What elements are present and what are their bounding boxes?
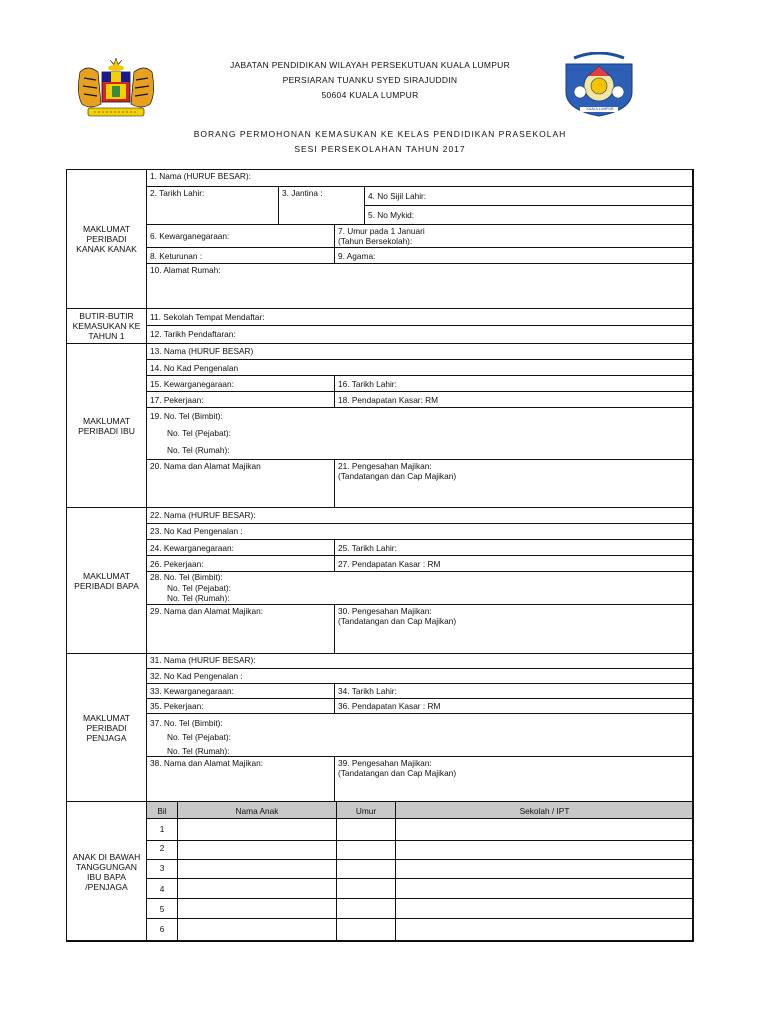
field-label: 34. Tarikh Lahir: xyxy=(338,686,397,696)
field-guardian-phone[interactable] xyxy=(146,713,693,756)
section-dependents xyxy=(66,801,147,941)
field-label: 19. No. Tel (Bimbit): xyxy=(150,411,223,421)
field-label: (Tahun Bersekolah): xyxy=(338,236,413,246)
section-guardian xyxy=(66,653,147,801)
form-title: BORANG PERMOHONAN KEMASUKAN KE KELAS PENDIDIKAN PRASEKOLAH xyxy=(193,129,567,139)
field-child-ethnicity[interactable] xyxy=(146,247,334,263)
field-label: 24. Kewarganegaraan: xyxy=(150,543,234,553)
field-mother-employer[interactable] xyxy=(146,459,334,507)
field-father-phone[interactable] xyxy=(146,571,693,604)
field-label: 36. Pendapatan Kasar : RM xyxy=(338,701,441,711)
section-enrolment-label: BUTIR-BUTIR KEMASUKAN KE TAHUN 1 xyxy=(72,311,141,341)
table-row xyxy=(146,898,177,918)
cell-sekolah[interactable] xyxy=(395,898,693,918)
section-child xyxy=(66,169,147,308)
row-number: 3 xyxy=(159,863,165,873)
field-label: 12. Tarikh Pendaftaran: xyxy=(150,329,236,339)
cell-umur[interactable] xyxy=(336,859,395,878)
col-header-nama-anak xyxy=(177,801,336,818)
field-label: No. Tel (Rumah): xyxy=(167,746,230,756)
field-child-birth-cert[interactable] xyxy=(364,186,693,205)
field-guardian-dob[interactable] xyxy=(334,683,693,698)
field-label: 16. Tarikh Lahir: xyxy=(338,379,397,389)
field-child-dob[interactable] xyxy=(146,186,278,224)
table-row xyxy=(146,878,177,898)
field-label: 4. No Sijil Lahir: xyxy=(368,191,427,201)
field-label: 8. Keturunan : xyxy=(150,251,203,261)
cell-umur[interactable] xyxy=(336,878,395,898)
field-label: No. Tel (Pejabat): xyxy=(167,732,231,742)
form-session: SESI PERSEKOLAHAN TAHUN 2017 xyxy=(294,144,466,154)
field-label: 25. Tarikh Lahir: xyxy=(338,543,397,553)
cell-nama-anak[interactable] xyxy=(177,898,336,918)
field-label: 37. No. Tel (Bimbit): xyxy=(150,718,223,728)
field-label: 21. Pengesahan Majikan: xyxy=(338,461,432,471)
field-label: No. Tel (Pejabat): xyxy=(167,428,231,438)
header-label: Umur xyxy=(355,806,377,816)
field-guardian-nationality[interactable] xyxy=(146,683,334,698)
department-postcode: 50604 KUALA LUMPUR xyxy=(321,90,419,100)
field-label: 20. Nama dan Alamat Majikan xyxy=(150,461,261,471)
field-guardian-name[interactable] xyxy=(146,653,693,668)
field-child-mykid[interactable] xyxy=(364,205,693,224)
field-mother-employer-verify[interactable] xyxy=(334,459,693,507)
department-street: PERSIARAN TUANKU SYED SIRAJUDDIN xyxy=(282,75,458,85)
field-father-employer[interactable] xyxy=(146,604,334,653)
field-label: 15. Kewarganegaraan: xyxy=(150,379,234,389)
cell-umur[interactable] xyxy=(336,898,395,918)
field-label: 11. Sekolah Tempat Mendaftar: xyxy=(150,312,265,322)
header-label: Sekolah / IPT xyxy=(519,806,570,816)
field-label: 23. No Kad Pengenalan : xyxy=(150,526,243,536)
cell-umur[interactable] xyxy=(336,840,395,859)
field-label: 27. Pendapatan Kasar : RM xyxy=(338,559,441,569)
field-label: 39. Pengesahan Majikan: xyxy=(338,758,432,768)
col-header-bil xyxy=(146,801,177,818)
table-row xyxy=(146,859,177,878)
row-number: 6 xyxy=(159,924,165,934)
field-label: No. Tel (Rumah): xyxy=(167,593,230,603)
field-child-nationality[interactable] xyxy=(146,224,334,247)
field-label: 17. Pekerjaan: xyxy=(150,395,204,405)
field-label: 5. No Mykid: xyxy=(368,210,415,220)
field-label: 35. Pekerjaan: xyxy=(150,701,204,711)
cell-sekolah[interactable] xyxy=(395,818,693,840)
table-row xyxy=(146,840,177,859)
emblem-caption: KUALA LUMPUR xyxy=(586,107,614,111)
field-registration-date[interactable] xyxy=(146,325,693,343)
field-label: 13. Nama (HURUF BESAR) xyxy=(150,346,254,356)
field-father-income[interactable] xyxy=(334,555,693,571)
field-father-nationality[interactable] xyxy=(146,539,334,555)
field-child-gender[interactable] xyxy=(278,186,364,224)
field-child-age[interactable] xyxy=(334,224,693,247)
field-guardian-employer-verify[interactable] xyxy=(334,756,693,801)
cell-sekolah[interactable] xyxy=(395,840,693,859)
section-mother xyxy=(66,343,147,507)
field-label: 29. Nama dan Alamat Majikan: xyxy=(150,606,263,616)
field-mother-ic[interactable] xyxy=(146,359,693,375)
field-label: 3. Jantina : xyxy=(282,188,323,198)
section-enrolment xyxy=(66,308,147,343)
field-guardian-employer[interactable] xyxy=(146,756,334,801)
cell-nama-anak[interactable] xyxy=(177,840,336,859)
field-father-ic[interactable] xyxy=(146,523,693,539)
field-mother-occupation[interactable] xyxy=(146,391,334,407)
field-label: 32. No Kad Pengenalan : xyxy=(150,671,243,681)
cell-sekolah[interactable] xyxy=(395,878,693,898)
section-dependents-label: ANAK DI BAWAH TANGGUNGAN IBU BAPA /PENJAGA xyxy=(72,851,141,892)
cell-sekolah[interactable] xyxy=(395,918,693,941)
field-label: 33. Kewarganegaraan: xyxy=(150,686,234,696)
field-child-religion[interactable] xyxy=(334,247,693,263)
cell-umur[interactable] xyxy=(336,818,395,840)
field-guardian-income[interactable] xyxy=(334,698,693,713)
row-number: 1 xyxy=(159,824,165,834)
cell-sekolah[interactable] xyxy=(395,859,693,878)
table-row xyxy=(146,918,177,941)
field-label: No. Tel (Pejabat): xyxy=(167,582,231,593)
section-mother-label: MAKLUMAT PERIBADI IBU xyxy=(78,415,135,436)
field-mother-dob[interactable] xyxy=(334,375,693,391)
field-label: 1. Nama (HURUF BESAR): xyxy=(150,171,251,181)
field-label: 31. Nama (HURUF BESAR): xyxy=(150,655,256,665)
row-number: 4 xyxy=(159,884,165,894)
section-child-label: MAKLUMAT PERIBADI KANAK KANAK xyxy=(76,224,137,254)
col-header-umur xyxy=(336,801,395,818)
field-mother-name[interactable] xyxy=(146,343,693,359)
table-row xyxy=(146,818,177,840)
cell-nama-anak[interactable] xyxy=(177,818,336,840)
field-guardian-occupation[interactable] xyxy=(146,698,334,713)
cell-nama-anak[interactable] xyxy=(177,878,336,898)
field-label: 10. Alamat Rumah: xyxy=(150,265,221,275)
section-father-label: MAKLUMAT PERIBADI BAPA xyxy=(74,570,139,591)
field-label: 22. Nama (HURUF BESAR): xyxy=(150,510,256,520)
field-label: 7. Umur pada 1 Januari xyxy=(338,226,425,236)
field-label: 30. Pengesahan Majikan: xyxy=(338,606,432,616)
field-label: 38. Nama dan Alamat Majikan: xyxy=(150,758,263,768)
field-father-name[interactable] xyxy=(146,507,693,523)
cell-nama-anak[interactable] xyxy=(177,918,336,941)
field-label: 2. Tarikh Lahir: xyxy=(150,188,205,198)
field-label: (Tandatangan dan Cap Majikan) xyxy=(338,768,457,778)
field-mother-phone[interactable] xyxy=(146,407,693,459)
header-label: Bil xyxy=(157,806,167,816)
field-father-employer-verify[interactable] xyxy=(334,604,693,653)
field-label: (Tandatangan dan Cap Majikan) xyxy=(338,471,457,481)
field-label: (Tandatangan dan Cap Majikan) xyxy=(338,616,457,626)
header-label: Nama Anak xyxy=(235,806,279,816)
cell-umur[interactable] xyxy=(336,918,395,941)
field-school[interactable] xyxy=(146,308,693,325)
form-bottom-border xyxy=(66,940,693,942)
row-number: 5 xyxy=(159,904,165,914)
cell-nama-anak[interactable] xyxy=(177,859,336,878)
section-father xyxy=(66,507,147,653)
field-label: 14. No Kad Pengenalan xyxy=(150,363,239,373)
section-guardian-label: MAKLUMAT PERIBADI PENJAGA xyxy=(82,712,131,743)
field-label: 28. No. Tel (Bimbit): xyxy=(150,572,223,582)
field-mother-income[interactable] xyxy=(334,391,693,407)
field-label: 6. Kewarganegaraan: xyxy=(150,231,230,241)
form-right-border xyxy=(692,169,694,942)
field-father-dob[interactable] xyxy=(334,539,693,555)
row-number: 2 xyxy=(159,843,165,853)
department-name: JABATAN PENDIDIKAN WILAYAH PERSEKUTUAN KUALA LUMPUR xyxy=(229,60,511,70)
field-father-occupation[interactable] xyxy=(146,555,334,571)
field-label: No. Tel (Rumah): xyxy=(167,445,230,455)
field-label: 9. Agama: xyxy=(338,251,376,261)
col-header-sekolah xyxy=(395,801,693,818)
field-child-address[interactable] xyxy=(146,263,693,308)
field-mother-nationality[interactable] xyxy=(146,375,334,391)
field-child-name[interactable] xyxy=(146,169,693,186)
field-guardian-ic[interactable] xyxy=(146,668,693,683)
field-label: 18. Pendapatan Kasar: RM xyxy=(338,395,439,405)
field-label: 26. Pekerjaan: xyxy=(150,559,204,569)
